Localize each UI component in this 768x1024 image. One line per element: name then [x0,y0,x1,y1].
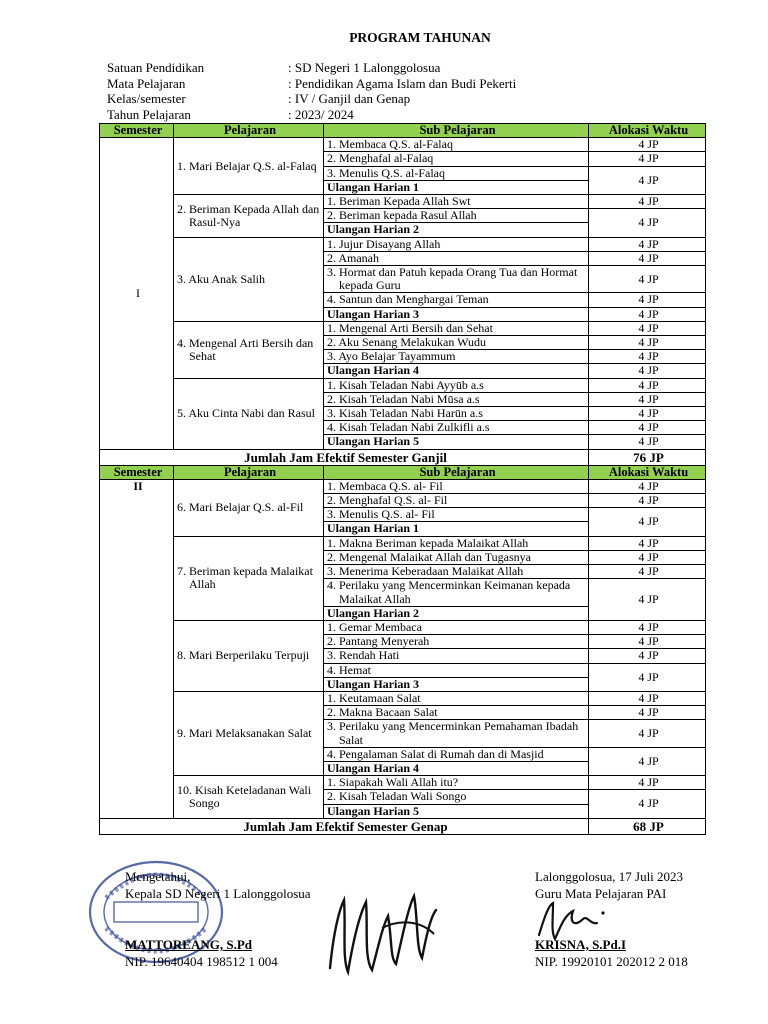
sub-lesson-text: 3. Menerima Keberadaan Malaikat Allah [327,564,524,579]
sub-lesson [324,790,589,804]
lesson-title [174,776,324,819]
jp-cell: 4 JP [589,293,706,307]
semester-cell: II [100,479,174,818]
sub-lesson-text: 1. Membaca Q.S. al- Fil [327,478,443,493]
header-alokasi-waktu: Alokasi Waktu [589,465,706,479]
jp-cell: 4 JP [589,195,706,209]
sig-right-nip: NIP. 19920101 202012 2 018 [535,954,688,969]
jp-cell: 4 JP [589,364,706,378]
sub-lesson [324,421,589,435]
sub-lesson-text: 3. Menulis Q.S. al-Falaq [327,165,445,180]
total-row [100,449,706,465]
jp-cell: 4 JP [589,237,706,251]
jp-cell: 4 JP [589,421,706,435]
lesson-title [174,691,324,775]
sub-lesson [324,620,589,634]
table-row [100,536,706,550]
header-pelajaran: Pelajaran [174,124,324,138]
meta-label: Kelas/semester [107,91,186,106]
sub-lesson [324,293,589,307]
sub-lesson-text: 3. Perilaku yang Mencerminkan Pemahaman Ibadah Salat [327,719,579,747]
meta-value: : SD Negeri 1 Lalonggolosua [288,60,441,75]
jp-cell: 4 JP [589,720,706,747]
sub-lesson [324,494,589,508]
sub-lesson [324,336,589,350]
sub-lesson [324,536,589,550]
lesson-title [174,138,324,195]
sub-lesson [324,776,589,790]
sub-lesson-text: 3. Menulis Q.S. al- Fil [327,507,435,522]
sub-lesson-text: 3. Kisah Teladan Nabi Harūn a.s [327,406,483,421]
sub-lesson [324,392,589,406]
sub-lesson [324,152,589,166]
sub-lesson-text: 4. Perilaku yang Mencerminkan Keimanan kepada Malaikat Allah [327,578,571,606]
lesson-title [174,237,324,321]
jp-cell: 4 JP [589,138,706,152]
jp-cell: 4 JP [589,663,706,691]
header-sub-pelajaran: Sub Pelajaran [324,124,589,138]
sub-lesson-text: 3. Rendah Hati [327,648,400,663]
lesson-title-text: 5. Aku Cinta Nabi dan Rasul [177,406,315,421]
header-semester: Semester [100,124,174,138]
lesson-title-text: 9. Mari Melaksanakan Salat [177,725,312,740]
program-table [99,123,706,835]
sub-lesson [324,635,589,649]
meta-label: Mata Pelajaran [107,75,186,91]
jp-cell: 4 JP [589,209,706,237]
sub-lesson [324,209,589,223]
sub-lesson-text: 2. Makna Bacaan Salat [327,705,438,720]
total-label: Jumlah Jam Efektif Semester Genap [100,818,589,834]
sub-lesson-text: 3. Hormat dan Patuh kepada Orang Tua dan Hormat kepada Guru [327,265,578,293]
sub-lesson [324,550,589,564]
jp-cell: 4 JP [589,251,706,265]
jp-cell: 4 JP [589,435,706,449]
table-row [100,237,706,251]
sub-lesson-text: 4. Kisah Teladan Nabi Zulkifli a.s [327,420,490,435]
meta-label: Tahun Pelajaran [107,106,191,122]
ulangan-harian: Ulangan Harian 2 [324,223,589,237]
jp-cell: 4 JP [589,392,706,406]
meta-row [107,60,516,76]
sub-lesson-text: 2. Amanah [327,250,379,265]
sub-lesson-text: 3. Ayo Belajar Tayammum [327,349,456,364]
header-alokasi-waktu: Alokasi Waktu [589,124,706,138]
sig-left-line2: Kepala SD Negeri 1 Lalonggolosua [125,886,311,901]
sub-lesson [324,691,589,705]
sub-lesson-text: 2. Beriman kepada Rasul Allah [327,208,477,223]
lesson-title [174,620,324,691]
semester-cell: I [100,138,174,449]
lesson-title [174,321,324,378]
table-row [100,195,706,209]
ulangan-harian: Ulangan Harian 1 [324,180,589,194]
jp-cell: 4 JP [589,790,706,818]
sub-lesson [324,508,589,522]
sub-lesson [324,166,589,180]
jp-cell: 4 JP [589,479,706,493]
jp-cell: 4 JP [589,508,706,536]
jp-cell: 4 JP [589,579,706,621]
signature-block-right [535,868,688,970]
sub-lesson-text: 1. Keutamaan Salat [327,690,421,705]
table-header-row [100,465,706,479]
ulangan-harian: Ulangan Harian 4 [324,364,589,378]
lesson-title-text: 6. Mari Belajar Q.S. al-Fil [177,500,304,515]
lesson-title-text: 10. Kisah Keteladanan Wali Songo [177,782,312,810]
jp-cell: 4 JP [589,378,706,392]
jp-cell: 4 JP [589,166,706,194]
jp-cell: 4 JP [589,747,706,775]
sub-lesson-text: 4. Hemat [327,662,371,677]
ulangan-harian: Ulangan Harian 1 [324,522,589,536]
ulangan-harian: Ulangan Harian 5 [324,435,589,449]
sig-right-line1: Lalonggolosua, 17 Juli 2023 [535,869,684,884]
jp-cell: 4 JP [589,152,706,166]
lesson-title-text: 2. Beriman Kepada Allah dan Rasul-Nya [177,201,320,229]
sub-lesson-text: 4. Santun dan Menghargai Teman [327,292,489,307]
table-row [100,479,706,493]
sig-left-name: MATTOREANG, S.Pd [125,937,253,952]
page-title: PROGRAM TAHUNAN [349,30,491,45]
lesson-title-text: 3. Aku Anak Salih [177,271,266,286]
sub-lesson [324,565,589,579]
lesson-title-text: 4. Mengenal Arti Bersih dan Sehat [177,335,314,363]
sub-lesson-text: 1. Gemar Membaca [327,619,422,634]
sub-lesson-text: 2. Menghafal Q.S. al- Fil [327,493,448,508]
jp-cell: 4 JP [589,407,706,421]
ulangan-harian: Ulangan Harian 5 [324,804,589,818]
table-row [100,691,706,705]
sub-lesson-text: 1. Mengenal Arti Bersih dan Sehat [327,320,493,335]
header-pelajaran: Pelajaran [174,465,324,479]
sub-lesson-text: 4. Pengalaman Salat di Rumah dan di Masjid [327,746,544,761]
jp-cell: 4 JP [589,635,706,649]
sig-left-nip: NIP. 19640404 198512 1 004 [125,954,278,969]
jp-cell: 4 JP [589,649,706,663]
ulangan-harian: Ulangan Harian 3 [324,677,589,691]
jp-cell: 4 JP [589,691,706,705]
lesson-title [174,479,324,536]
meta-value: : 2023/ 2024 [288,106,354,122]
sub-lesson-text: 1. Kisah Teladan Nabi Ayyūb a.s [327,377,484,392]
sub-lesson-text: 2. Kisah Teladan Nabi Mūsa a.s [327,391,480,406]
lesson-title [174,536,324,620]
sub-lesson [324,649,589,663]
signature-block-left [125,868,311,970]
lesson-title-text: 7. Beriman kepada Malaikat Allah [177,564,313,592]
sub-lesson-text: 1. Beriman Kepada Allah Swt [327,194,471,209]
sub-lesson [324,266,589,293]
sub-lesson [324,195,589,209]
sub-lesson [324,251,589,265]
sub-lesson [324,706,589,720]
sub-lesson-text: 1. Makna Beriman kepada Malaikat Allah [327,535,529,550]
sig-left-line1: Mengetahui, [125,869,191,884]
table-row [100,620,706,634]
table-row [100,378,706,392]
jp-cell: 4 JP [589,706,706,720]
jp-cell: 4 JP [589,536,706,550]
sub-lesson [324,579,589,606]
meta-row [107,107,516,123]
table-row [100,138,706,152]
sub-lesson [324,720,589,747]
table-row [100,776,706,790]
sub-lesson-text: 2. Aku Senang Melakukan Wudu [327,335,486,350]
jp-cell: 4 JP [589,266,706,293]
lesson-title-text: 8. Mari Berperilaku Terpuji [177,648,310,663]
jp-cell: 4 JP [589,494,706,508]
jp-cell: 4 JP [589,307,706,321]
signature-headmaster [322,888,442,978]
jp-cell: 4 JP [589,620,706,634]
meta-value: : IV / Ganjil dan Genap [288,91,411,106]
total-value: 68 JP [589,818,706,834]
sub-lesson-text: 2. Kisah Teladan Wali Songo [327,789,467,804]
sub-lesson [324,663,589,677]
jp-cell: 4 JP [589,776,706,790]
jp-cell: 4 JP [589,350,706,364]
sub-lesson-text: 2. Mengenal Malaikat Allah dan Tugasnya [327,549,531,564]
sub-lesson-text: 1. Jujur Disayang Allah [327,236,441,251]
meta-value: : Pendidikan Agama Islam dan Budi Pekerti [288,75,517,91]
jp-cell: 4 JP [589,550,706,564]
meta-row [107,91,516,107]
sub-lesson [324,237,589,251]
meta-row [107,76,516,92]
sub-lesson [324,378,589,392]
sig-right-name: KRISNA, S.Pd.I [535,937,627,952]
ulangan-harian: Ulangan Harian 4 [324,761,589,775]
jp-cell: 4 JP [589,565,706,579]
total-value: 76 JP [589,449,706,465]
jp-cell: 4 JP [589,321,706,335]
sub-lesson [324,479,589,493]
ulangan-harian: Ulangan Harian 2 [324,606,589,620]
table-header-row [100,124,706,138]
total-row [100,818,706,834]
sig-right-line2: Guru Mata Pelajaran PAI [535,886,667,901]
sub-lesson-text: 2. Menghafal al-Falaq [327,151,434,166]
ulangan-harian: Ulangan Harian 3 [324,307,589,321]
sub-lesson-text: 1. Membaca Q.S. al-Falaq [327,137,453,152]
sub-lesson [324,138,589,152]
lesson-title [174,195,324,238]
lesson-title-text: 1. Mari Belajar Q.S. al-Falaq [177,158,317,173]
sub-lesson-text: 2. Pantang Menyerah [327,634,430,649]
header-semester: Semester [100,465,174,479]
sub-lesson [324,407,589,421]
identity-block [107,60,516,122]
sub-lesson [324,350,589,364]
total-label: Jumlah Jam Efektif Semester Ganjil [100,449,589,465]
header-sub-pelajaran: Sub Pelajaran [324,465,589,479]
sub-lesson [324,747,589,761]
sub-lesson [324,321,589,335]
lesson-title [174,378,324,449]
sub-lesson-text: 1. Siapakah Wali Allah itu? [327,775,459,790]
table-row [100,321,706,335]
jp-cell: 4 JP [589,336,706,350]
meta-label: Satuan Pendidikan [107,60,205,75]
